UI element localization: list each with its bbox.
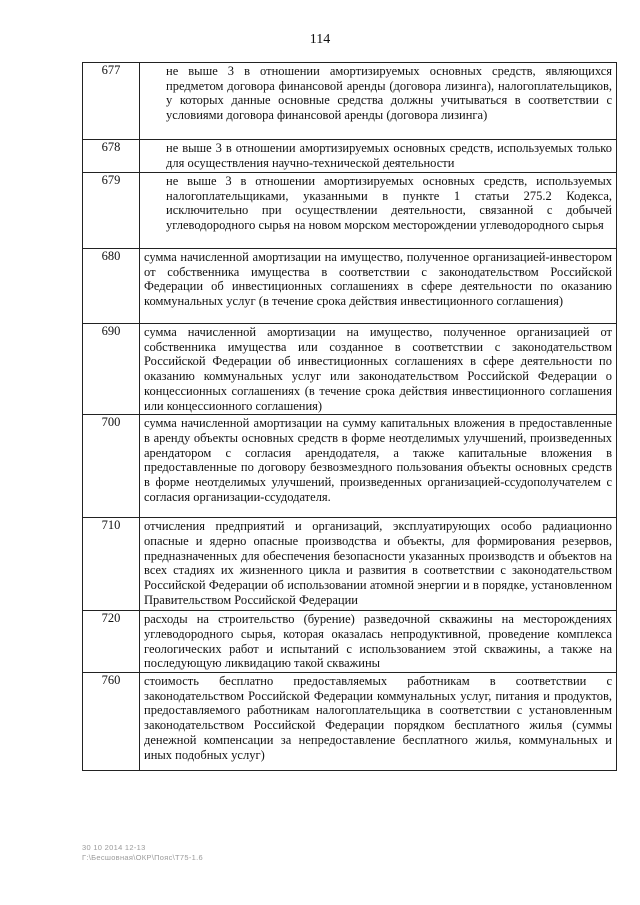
row-description: не выше 3 в отношении амортизируемых основных средств, используемых только для осуществления научно-технической деятельности bbox=[140, 140, 617, 173]
table-row bbox=[83, 173, 617, 249]
table-row bbox=[83, 673, 617, 771]
codes-table bbox=[82, 62, 617, 771]
row-description: отчисления предприятий и организаций, эксплуатирующих особо радиационно опасные и ядерно опасные производства и объекты, для формирования резервов, предназначенных для обеспечения безопасности указанных производств и объектов на всех стадиях их жизненного цикла и развития в соответствии с законодательством Российской Федерации об использовании атомной энергии и в порядке, установленном Правительством Российской Федерации bbox=[140, 518, 617, 611]
table-row bbox=[83, 249, 617, 324]
page-number: 114 bbox=[309, 32, 331, 47]
row-code: 690 bbox=[83, 324, 140, 415]
row-description: не выше 3 в отношении амортизируемых основных средств, используемых налогоплательщиками, указанными в пункте 1 статьи 275.2 Кодекса, исключительно при осуществлении деятельности, связанной с добычей углеводородного сырья на новом морском месторождении углеводородного сырья bbox=[140, 173, 617, 249]
row-code: 760 bbox=[83, 673, 140, 771]
row-description: сумма начисленной амортизации на сумму капитальных вложения в предоставленные в аренду объекты основных средств в форме неотделимых улучшений, произведенных арендатором с согласия арендодателя, а также капитальные вложения в предоставленные по договору безвозмездного пользования объекты основных средств в форме неотделимых улучшений, произведенных организацией-ссудополучателем с согласия организации-ссудодателя. bbox=[140, 415, 617, 518]
row-code: 720 bbox=[83, 611, 140, 673]
row-description: сумма начисленной амортизации на имущество, полученное организацией-инвестором от собственника имущества в соответствии с законодательством Российской Федерации об инвестиционных соглашениях в сфере деятельности по оказанию коммунальных услуг (в течение срока действия инвестиционного соглашения) bbox=[140, 249, 617, 324]
table-row bbox=[83, 518, 617, 611]
row-description: расходы на строительство (бурение) разведочной скважины на месторождениях углеводородного сырья, которая оказалась непродуктивной, проведение комплекса геологических работ и испытаний с использованием этой скважины, а также на последующую ликвидацию такой скважины bbox=[140, 611, 617, 673]
row-code: 710 bbox=[83, 518, 140, 611]
row-description: стоимость бесплатно предоставляемых работникам в соответствии с законодательством Российской Федерации коммунальных услуг, питания и продуктов, предоставляемого работникам налогоплательщика в соответствии с установленным законодательством Российской Федерации порядком бесплатного жилья (суммы денежной компенсации за непредоставление бесплатного жилья, коммунальных и иных подобных услуг) bbox=[140, 673, 617, 771]
row-code: 700 bbox=[83, 415, 140, 518]
row-code: 679 bbox=[83, 173, 140, 249]
table-row bbox=[83, 611, 617, 673]
row-code: 678 bbox=[83, 140, 140, 173]
table-row bbox=[83, 140, 617, 173]
footer-file-path: Г:\Бесшовная\ОКР\Пояс\Т75-1.6 bbox=[82, 853, 203, 862]
document-footer bbox=[82, 843, 203, 863]
row-description: не выше 3 в отношении амортизируемых основных средств, являющихся предметом договора финансовой аренды (договора лизинга), налогоплательщиков, у которых данные основные средства должны учитываться в соответствии с условиями договора финансовой аренды (договора лизинга) bbox=[140, 63, 617, 140]
row-code: 680 bbox=[83, 249, 140, 324]
table-row bbox=[83, 415, 617, 518]
row-code: 677 bbox=[83, 63, 140, 140]
row-description: сумма начисленной амортизации на имущество, полученное организацией от собственника имущества или созданное в соответствии с законодательством Российской Федерации об инвестиционных соглашениях в сфере деятельности по оказанию коммунальных услуг или законодательством Российской Федерации о концессионных соглашениях (в течение срока действия инвестиционного соглашения или концессионного соглашения) bbox=[140, 324, 617, 415]
footer-timestamp: 30 10 2014 12-13 bbox=[82, 843, 146, 852]
table-row bbox=[83, 324, 617, 415]
table-row bbox=[83, 63, 617, 140]
